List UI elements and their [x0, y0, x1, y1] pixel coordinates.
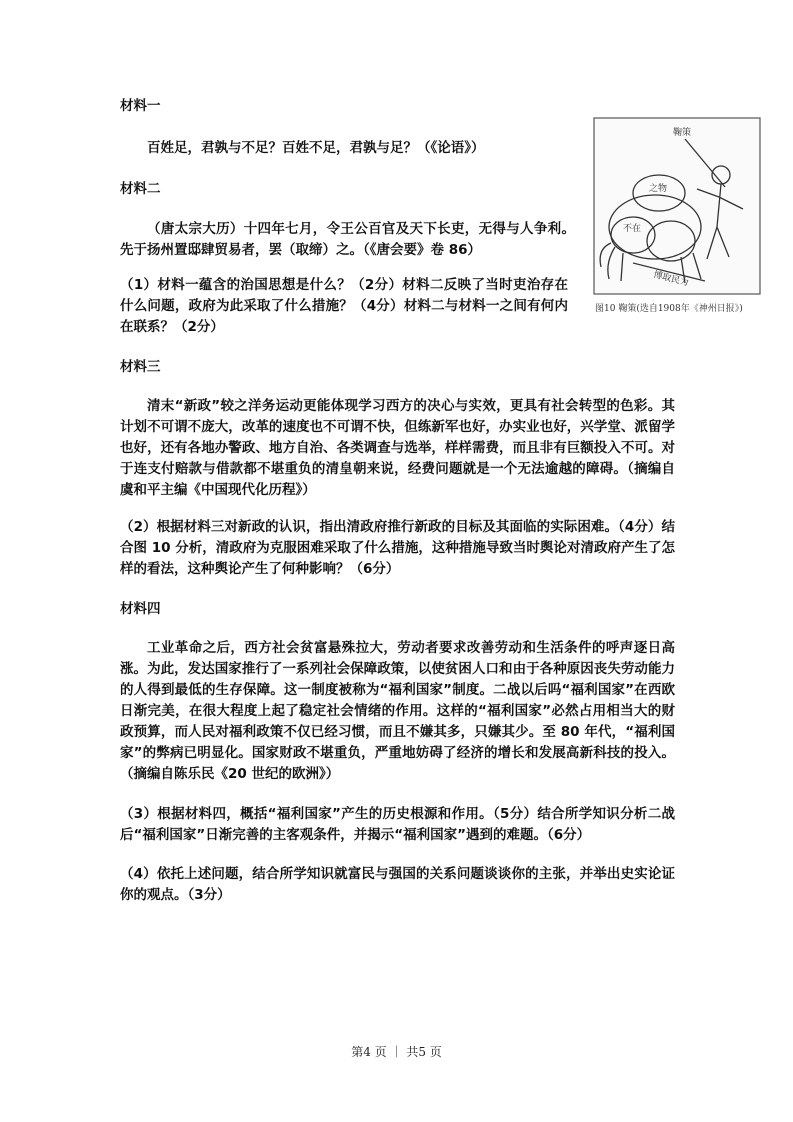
- material-3-text: 清末“新政”较之洋务运动更能体现学习西方的决心与实效，更具有社会转型的色彩。其计划不可谓不庞大，改革的速度也不可谓不快，但练新军也好，办实业也好，兴学堂、派留学也好，还有各地办警政、地方自治、各类调查与选举，样样需费，而且非有巨额投入不可。对于连支付赔款与借款都不堪重负的清皇朝来说，经费问题就是一个无法逾越的障碍。（摘编自虞和平主编《中国现代化历程》）: [120, 398, 675, 498]
- page-footer: 第4 页 ｜ 共5 页: [351, 1045, 442, 1059]
- cartoon-inscription-banner: 博取民力: [652, 270, 690, 289]
- material-1-heading: 材料一: [120, 98, 161, 114]
- material-3-heading: 材料三: [120, 359, 161, 375]
- question-2: （2）根据材料三对新政的认识，指出清政府推行新政的目标及其面临的实际困难。（4分）结合图 10 分析，清政府为克服困难采取了什么措施，这种措施导致当时舆论对清政府产生了怎样的看法，这种舆论产生了何种影响？（6分）: [120, 519, 675, 577]
- material-4-heading: 材料四: [120, 601, 161, 617]
- material-2-heading: 材料二: [120, 181, 161, 197]
- cartoon-illustration: [593, 117, 761, 322]
- cartoon-inscription-title: 鞠策: [673, 128, 692, 138]
- question-1: （1）材料一蕴含的治国思想是什么？（2分）材料二反映了当时吏治存在什么问题，政府为此采取了什么措施？（4分）材料二与材料一之间有何内在联系？（2分）: [120, 277, 568, 335]
- question-3: （3）根据材料四，概括“福利国家”产生的历史根源和作用。（5分）结合所学知识分析二战后“福利国家”日渐完善的主客观条件，并揭示“福利国家”遇到的难题。（6分）: [120, 806, 675, 843]
- cartoon-inscription-bag-1: 之物: [649, 184, 668, 194]
- material-1-text: 百姓足，君孰与不足？百姓不足，君孰与足？（《论语》）: [147, 140, 485, 156]
- figure-caption: 图10 鞠策(选自1908年《神州日报》): [595, 304, 743, 314]
- question-4: （4）依托上述问题，结合所学知识就富民与强国的关系问题谈谈你的主张，并举出史实论证你的观点。（3分）: [120, 866, 675, 903]
- material-4-text: 工业革命之后，西方社会贫富悬殊拉大，劳动者要求改善劳动和生活条件的呼声逐日高涨。为此，发达国家推行了一系列社会保障政策，以使贫困人口和由于各种原因丧失劳动能力的人得到最低的生存保障。这一制度被称为“福利国家”制度。二战以后吗“福利国家”在西欧日渐完美，在很大程度上起了稳定社会情绪的作用。这样的“福利国家”必然占用相当大的财政预算，而人民对福利政策不仅已经习惯，而且不嫌其多，只嫌其少。至 80 年代，“福利国家”的弊病已明显化。国家财政不堪重负，严重地妨碍了经济的增长和发展高新科技的投入。（摘编自陈乐民《20 世纪的欧洲》）: [120, 640, 675, 782]
- material-2-text: （唐太宗大历）十四年七月，令王公百官及天下长吏，无得与人争利。先于扬州置邸肆贸易者，罢（取缔）之。（《唐会要》卷 86）: [120, 221, 575, 258]
- cartoon-figure: [593, 117, 761, 322]
- cartoon-inscription-bag-2: 不在: [623, 224, 642, 234]
